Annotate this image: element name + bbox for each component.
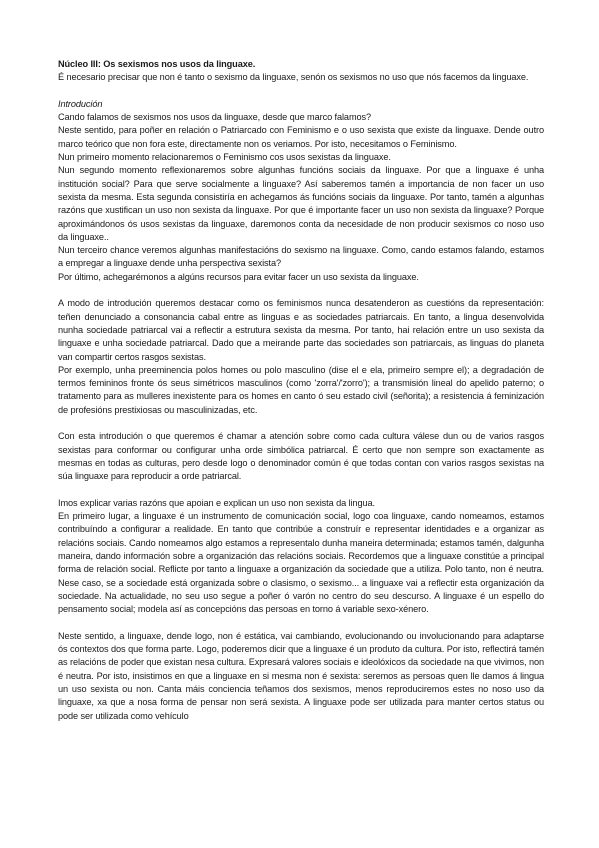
intro-line: Por último, achegarémonos a algúns recursos para evitar facer un uso sexista da linguaxe. [58, 271, 419, 282]
intro-line: Cando falamos de sexismos nos usos da linguaxe, desde que marco falamos? [58, 112, 372, 123]
body-paragraph: Con esta introdución o que queremos é chamar a atención sobre como cada cultura válese dun ou de varios rasgos sexistas para conformar ou configurar unha orde simbólica patriarcal. É certo que non sempre son exactamente as mesmas en todas as culturas, pero desde logo o denominador común é que todas contan con varios rasgos sexistas na súa linguaxe para reproducir a orde patriarcal. [58, 431, 544, 482]
intro-line: Nun terceiro chance veremos algunhas manifestacións do sexismo na linguaxe. Como, cando estamos falando, estamos a empregar a linguaxe dende unha perspectiva sexista? [58, 245, 544, 269]
intro-line: Neste sentido, para poñer en relación o Patriarcado con Feminismo e o uso sexista que existe da linguaxe. Dende outro marco teórico que non fora este, directamente non os veriamos. Por isto, necesitamos o Feminismo. [58, 125, 544, 149]
body-paragraph: Imos explicar varias razóns que apoian e explican un uso non sexista da lingua. [58, 497, 375, 508]
body-paragraph: Por exemplo, unha preeminencia polos homes ou polo masculino (dise el e ela, primeiro sempre el); a degradación de termos femininos fronte ós seus simétricos masculinos (como 'zorra'/'zorro'); a transmisión lineal do apelido paterno; o tratamento para as mulleres inexistente para os homes en canto ó seu estado civil (señorita); a resistencia á feminización de profesións prestixiosas ou masculinizadas, etc. [58, 364, 544, 415]
intro-line: Nun primeiro momento relacionaremos o Feminismo cos usos sexistas da linguaxe. [58, 152, 391, 163]
section-heading: Introdución [58, 98, 103, 109]
document-page [58, 58, 544, 723]
body-paragraph: Neste sentido, a linguaxe, dende logo, non é estática, vai cambiando, evolucionando ou involucionando para adaptarse ós contextos dos que forma parte. Logo, poderemos dicir que a linguaxe é un produto da cultura. Por isto, reflectirá tamén as relacións de poder que existan nesa cultura. Expresará valores sociais e ideolóxicos da sociedade na que vivimos, non é neutra. Por isto, insistimos en que a linguaxe en si mesma non é sexista: seremos as persoas quen lle damos á lingua un uso sexista ou non. Canta máis conciencia teñamos dos sexismos, menos reproduciremos estes no noso uso da linguaxe, xa que a nosa forma de pensar non será sexista. A linguaxe pode ser utilizada para manter certos status ou pode ser utilizada como vehículo [58, 630, 544, 721]
intro-paragraph: É necesario precisar que non é tanto o sexismo da linguaxe, senón os sexismos no uso que nós facemos da linguaxe. [58, 72, 529, 83]
intro-line: Nun segundo momento reflexionaremos sobre algunhas funcións sociais da linguaxe. Por que a linguaxe é unha institución social? Para que serve socialmente a linguaxe? Así saberemos tamén a importancia de non facer un uso sexista da mesma. Esta segunda consistiría en achegarnos ás funcións sociais da linguaxe. Por tanto, tamén a algunhas razóns que xustifican un uso non sexista da linguaxe. Por que é importante facer un uso non sexista da linguaxe? Porque aproximándonos ós usos sexistas da linguaxe, daremonos conta da necesidade de non producir sexismos co noso uso da linguaxe.. [58, 165, 544, 242]
body-paragraph: En primeiro lugar, a linguaxe é un instrumento de comunicación social, logo coa linguaxe, cando nomeamos, estamos contribuíndo a configurar a realidade. En tanto que contribúe a construír e representar identidades e a organizar as relacións sociais. Cando nomeamos algo estamos a representalo dunha maneira determinada; estamos tamén, dalgunha maneira, dando información sobre a organización das relacións sociais. Recordemos que a linguaxe constitúe a principal forma de relación social. Reflicte por tanto a linguaxe a organización da sociedade que a utiliza. Polo tanto, non é neutra. Nese caso, se a sociedade está organizada sobre o clasismo, o sexismo... a linguaxe vai a reflectir esta organización da sociedade. Na actualidade, no seu uso segue a poñer ó varón no centro do seu descurso. A linguaxe é un espello do pensamento social; modela así as concepcións das persoas en torno á variable sexo-xénero. [58, 511, 544, 615]
body-paragraph: A modo de introdución queremos destacar como os feminismos nunca desatenderon as cuestións da representación: teñen denunciado a consonancia cabal entre as linguas e as sociedades patriarcais. En tanto, a lingua desenvolvida nunha sociedade patriarcal vai a reflectir a estrutura sexista da mesma. Por tanto, hai relación entre un uso sexista da linguaxe e unha sociedade patriarcal. Dado que a meirande parte das sociedades son patriarcais, as linguas do planeta van compartir certos rasgos sexistas. [58, 298, 544, 362]
document-title: Núcleo III: Os sexismos nos usos da linguaxe. [58, 59, 256, 69]
